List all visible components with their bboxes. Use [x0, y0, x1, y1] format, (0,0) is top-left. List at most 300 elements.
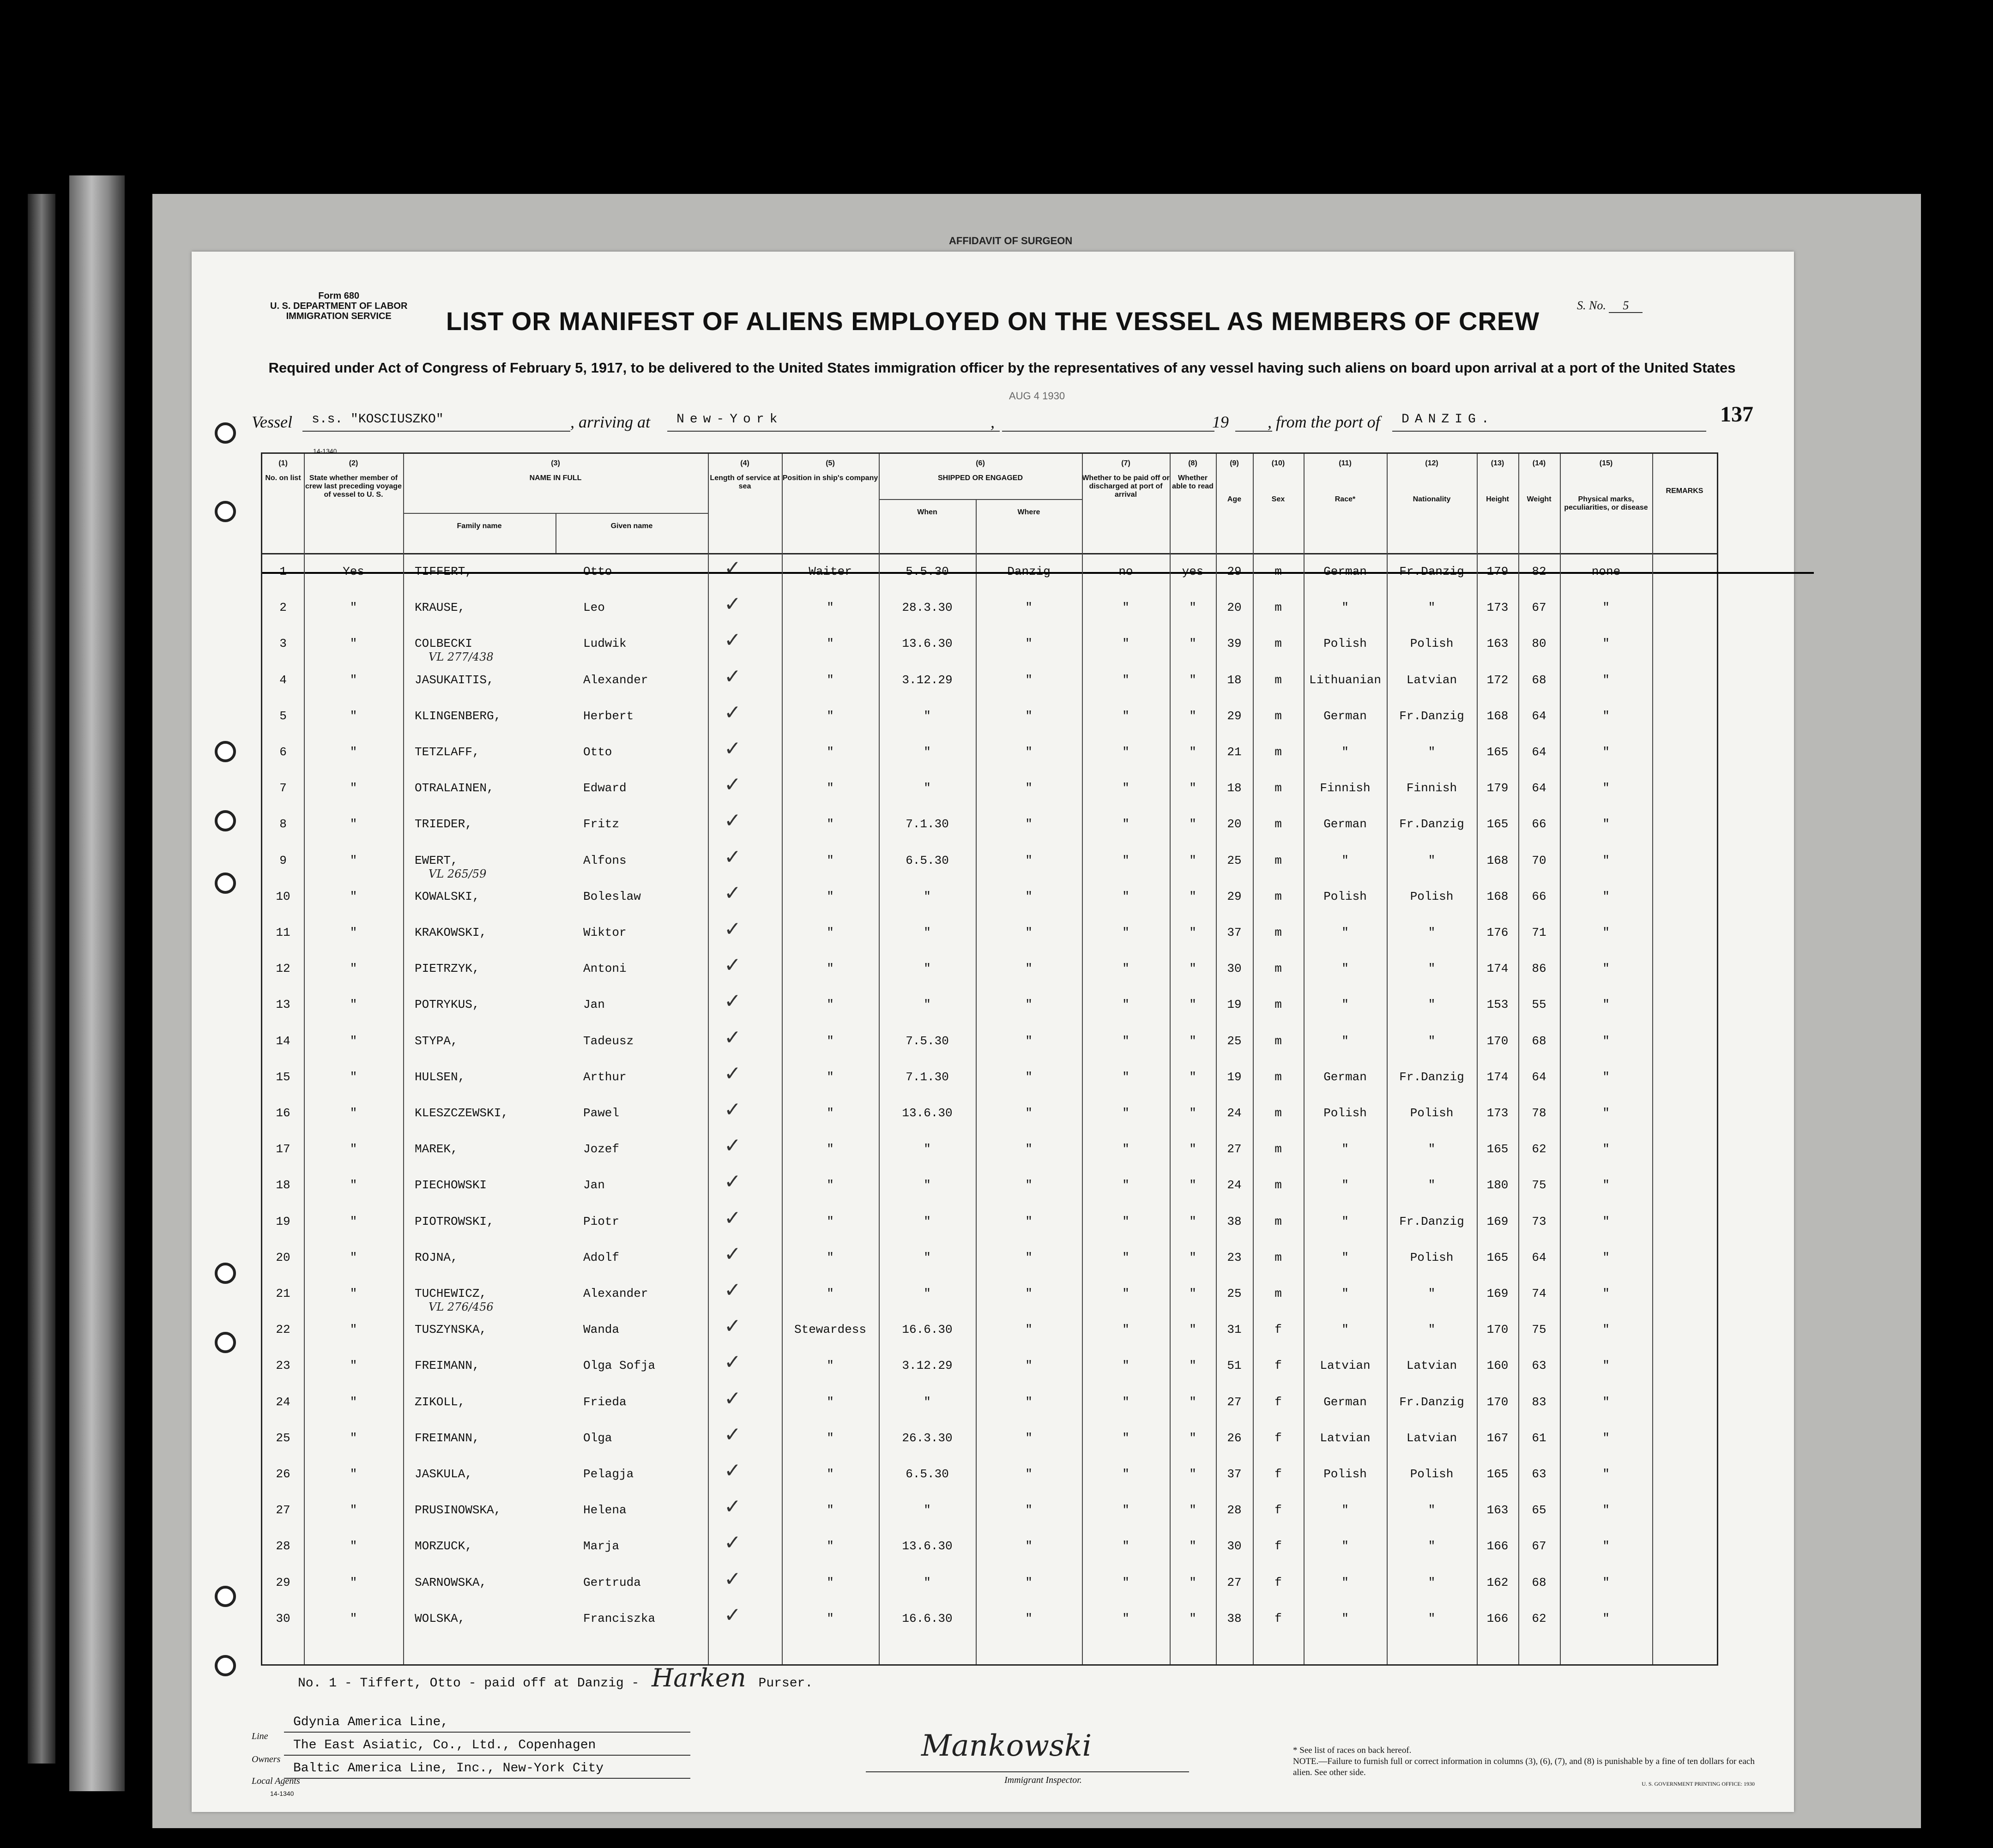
cell-family: OTRALAINEN,: [415, 781, 494, 795]
printing-note: U. S. GOVERNMENT PRINTING OFFICE: 1930: [1642, 1781, 1755, 1787]
col-header-name: (3) NAME IN FULL: [529, 459, 582, 482]
table-row: [262, 1495, 1717, 1539]
cell-family: JASKULA,: [415, 1467, 472, 1481]
cell-where: ": [1025, 1070, 1033, 1084]
cell-height: 180: [1486, 1178, 1509, 1192]
cell-sex: f: [1274, 1431, 1282, 1445]
cell-height: 179: [1486, 565, 1509, 578]
handwritten-note: VL 277/438: [429, 650, 494, 664]
cell-paid: ": [1122, 637, 1129, 651]
cell-weight: 66: [1532, 817, 1546, 831]
cell-read: ": [1189, 1106, 1196, 1120]
cell-where: ": [1025, 709, 1033, 723]
cell-given: Ludwik: [583, 637, 627, 651]
cell-family: TETZLAFF,: [415, 745, 480, 759]
cell-nationality: Latvian: [1406, 1431, 1457, 1445]
cell-race: Finnish: [1320, 781, 1371, 795]
cell-race: ": [1341, 1503, 1349, 1517]
cell-no: 7: [279, 781, 287, 795]
cell-prev: ": [350, 1106, 357, 1120]
cell-weight: 63: [1532, 1359, 1546, 1373]
cell-sex: m: [1274, 1034, 1282, 1048]
cell-prev: ": [350, 817, 357, 831]
cell-where: Danzig: [1007, 565, 1051, 578]
cell-paid: ": [1122, 601, 1129, 615]
cell-no: 19: [276, 1214, 290, 1228]
cell-where: ": [1025, 601, 1033, 615]
cell-height: 169: [1486, 1214, 1509, 1228]
column-divider: [403, 454, 404, 1664]
cell-sex: f: [1274, 1467, 1282, 1481]
cell-family: SARNOWSKA,: [415, 1575, 487, 1589]
cell-age: 25: [1227, 853, 1242, 867]
cell-height: 166: [1486, 1611, 1509, 1625]
cell-family: WOLSKA,: [415, 1611, 465, 1625]
check-mark-icon: ✓: [724, 1567, 741, 1591]
cell-position: ": [827, 853, 834, 867]
cell-race: ": [1341, 1611, 1349, 1625]
owners-block: [252, 1710, 898, 1803]
cell-prev: ": [350, 1431, 357, 1445]
cell-family: FREIMANN,: [415, 1359, 480, 1373]
cell-read: ": [1189, 1250, 1196, 1264]
cell-where: ": [1025, 1214, 1033, 1228]
cell-prev: ": [350, 889, 357, 903]
cell-marks: ": [1602, 1323, 1610, 1337]
col-header-family-name: Family name: [457, 522, 502, 530]
cell-no: 26: [276, 1467, 290, 1481]
cell-given: Wiktor: [583, 926, 627, 939]
cell-age: 25: [1227, 1287, 1242, 1300]
cell-race: ": [1341, 1214, 1349, 1228]
cell-nationality: ": [1428, 1034, 1436, 1048]
col-header-sex: (10) Sex: [1271, 459, 1285, 503]
cell-given: Marja: [583, 1539, 620, 1553]
cell-age: 30: [1227, 1539, 1242, 1553]
cell-paid: ": [1122, 1250, 1129, 1264]
punch-hole-icon: [215, 1332, 236, 1353]
cell-sex: f: [1274, 1359, 1282, 1373]
cell-read: ": [1189, 1359, 1196, 1373]
column-divider: [1216, 454, 1217, 1664]
cell-marks: ": [1602, 1070, 1610, 1084]
cell-marks: ": [1602, 1467, 1610, 1481]
cell-weight: 75: [1532, 1178, 1546, 1192]
cell-when: ": [924, 1178, 931, 1192]
cell-paid: ": [1122, 1359, 1129, 1373]
inspector-label: Immigrant Inspector.: [1004, 1775, 1082, 1785]
cell-nationality: Finnish: [1406, 781, 1457, 795]
cell-position: ": [827, 1359, 834, 1373]
penalty-note: NOTE.—Failure to furnish full or correct information in columns (3), (6), (7), and (8) is punishable by a fine of ten dollars for each alien. See other side.: [1293, 1757, 1755, 1777]
cell-nationality: ": [1428, 1323, 1436, 1337]
cell-marks: ": [1602, 1611, 1610, 1625]
cell-read: ": [1189, 601, 1196, 615]
cell-when: 28.3.30: [902, 601, 953, 615]
punch-hole-icon: [215, 741, 236, 762]
table-row: [262, 845, 1717, 890]
cell-read: ": [1189, 1431, 1196, 1445]
cell-where: ": [1025, 673, 1033, 687]
cell-given: Helena: [583, 1503, 627, 1517]
cell-when: ": [924, 926, 931, 939]
cell-read: ": [1189, 1142, 1196, 1156]
cell-when: 16.6.30: [902, 1611, 953, 1625]
cell-height: 162: [1486, 1575, 1509, 1589]
cell-no: 18: [276, 1178, 290, 1192]
cell-position: ": [827, 1539, 834, 1553]
check-mark-icon: ✓: [724, 1206, 741, 1230]
cell-family: TRIEDER,: [415, 817, 472, 831]
cell-weight: 80: [1532, 637, 1546, 651]
cell-position: ": [827, 1431, 834, 1445]
cell-weight: 75: [1532, 1323, 1546, 1337]
cell-family: KLESZCZEWSKI,: [415, 1106, 508, 1120]
cell-where: ": [1025, 1575, 1033, 1589]
cell-given: Tadeusz: [583, 1034, 634, 1048]
cell-position: ": [827, 781, 834, 795]
table-row: [262, 592, 1717, 637]
col-header-weight: (14) Weight: [1527, 459, 1552, 503]
cell-position: Stewardess: [794, 1323, 867, 1337]
cell-when: 26.3.30: [902, 1431, 953, 1445]
cell-given: Otto: [583, 565, 612, 578]
cell-nationality: Polish: [1410, 637, 1454, 651]
date-field: [1002, 412, 1214, 432]
cell-sex: m: [1274, 781, 1282, 795]
cell-height: 169: [1486, 1287, 1509, 1300]
cell-marks: ": [1602, 1106, 1610, 1120]
cell-given: Pawel: [583, 1106, 620, 1120]
cell-where: ": [1025, 817, 1033, 831]
cell-marks: ": [1602, 637, 1610, 651]
signature-rule: [866, 1771, 1189, 1772]
cell-when: ": [924, 1287, 931, 1300]
cell-paid: ": [1122, 1178, 1129, 1192]
check-mark-icon: ✓: [724, 1314, 741, 1338]
table-row: [262, 953, 1717, 998]
cell-nationality: ": [1428, 998, 1436, 1012]
cell-read: ": [1189, 998, 1196, 1012]
races-note: * See list of races on back hereof.: [1293, 1746, 1412, 1755]
cell-no: 23: [276, 1359, 290, 1373]
cell-position: ": [827, 637, 834, 651]
cell-nationality: ": [1428, 853, 1436, 867]
cell-race: Polish: [1323, 889, 1367, 903]
cell-read: yes: [1182, 565, 1204, 578]
check-mark-icon: ✓: [724, 953, 741, 977]
table-row: [262, 556, 1717, 601]
cell-race: ": [1341, 1034, 1349, 1048]
table-row: [262, 1242, 1717, 1287]
cell-prev: ": [350, 1467, 357, 1481]
cell-nationality: ": [1428, 962, 1436, 976]
cell-prev: ": [350, 637, 357, 651]
cell-age: 29: [1227, 709, 1242, 723]
cell-height: 165: [1486, 817, 1509, 831]
year-field: [1235, 412, 1272, 432]
comma: ,: [990, 413, 995, 431]
cell-paid: ": [1122, 1431, 1129, 1445]
cell-where: ": [1025, 1539, 1033, 1553]
cell-marks: ": [1602, 1034, 1610, 1048]
arriving-port: New-York: [667, 412, 1000, 432]
cell-read: ": [1189, 853, 1196, 867]
cell-marks: ": [1602, 889, 1610, 903]
cell-weight: 64: [1532, 1250, 1546, 1264]
check-mark-icon: ✓: [724, 1422, 741, 1446]
cell-given: Arthur: [583, 1070, 627, 1084]
cell-weight: 78: [1532, 1106, 1546, 1120]
table-row: [262, 1386, 1717, 1431]
cell-position: ": [827, 998, 834, 1012]
cell-height: 168: [1486, 889, 1509, 903]
table-row: [262, 664, 1717, 709]
cell-race: ": [1341, 1575, 1349, 1589]
cell-paid: ": [1122, 673, 1129, 687]
cell-paid: ": [1122, 853, 1129, 867]
cell-where: ": [1025, 1250, 1033, 1264]
cell-paid: ": [1122, 926, 1129, 939]
vessel-name: s.s. "KOSCIUSZKO": [302, 412, 570, 432]
cell-family: PRUSINOWSKA,: [415, 1503, 501, 1517]
crew-manifest-table: [261, 447, 1718, 1666]
cell-prev: ": [350, 998, 357, 1012]
cell-read: ": [1189, 1178, 1196, 1192]
table-row: [262, 989, 1717, 1034]
cell-weight: 64: [1532, 1070, 1546, 1084]
cell-nationality: ": [1428, 1142, 1436, 1156]
table-row: [262, 1567, 1717, 1612]
cell-position: ": [827, 1142, 834, 1156]
cell-read: ": [1189, 709, 1196, 723]
cell-age: 31: [1227, 1323, 1242, 1337]
cell-paid: ": [1122, 1214, 1129, 1228]
cell-family: ROJNA,: [415, 1250, 458, 1264]
cell-prev: ": [350, 709, 357, 723]
cell-position: ": [827, 1611, 834, 1625]
cell-when: ": [924, 1142, 931, 1156]
payoff-note-text: No. 1 - Tiffert, Otto - paid off at Danzig -: [298, 1676, 640, 1691]
cell-sex: m: [1274, 889, 1282, 903]
punch-hole-icon: [215, 810, 236, 831]
check-mark-icon: ✓: [724, 917, 741, 941]
page-subtitle: Required under Act of Congress of February 5, 1917, to be delivered to the United States immigration officer by the representatives of any vessel having such aliens on board upon arrival at a port of the United States: [268, 360, 1736, 376]
column-divider: [1518, 454, 1519, 1664]
cell-height: 170: [1486, 1395, 1509, 1409]
cell-when: 3.12.29: [902, 1359, 953, 1373]
cell-where: ": [1025, 1178, 1033, 1192]
cell-position: ": [827, 601, 834, 615]
cell-given: Antoni: [583, 962, 627, 976]
cell-paid: ": [1122, 889, 1129, 903]
cell-no: 30: [276, 1611, 290, 1625]
cell-read: ": [1189, 962, 1196, 976]
cell-marks: ": [1602, 1503, 1610, 1517]
cell-sex: m: [1274, 1250, 1282, 1264]
table-row: [262, 773, 1717, 817]
cell-prev: ": [350, 926, 357, 939]
cell-given: Leo: [583, 601, 605, 615]
cell-read: ": [1189, 1070, 1196, 1084]
cell-given: Wanda: [583, 1323, 620, 1337]
check-mark-icon: ✓: [724, 1025, 741, 1049]
cell-position: ": [827, 673, 834, 687]
cell-nationality: ": [1428, 601, 1436, 615]
cell-age: 51: [1227, 1359, 1242, 1373]
cell-given: Otto: [583, 745, 612, 759]
cell-age: 39: [1227, 637, 1242, 651]
cell-nationality: ": [1428, 926, 1436, 939]
col-header-no: (1) No. on list: [265, 459, 301, 482]
cell-weight: 64: [1532, 709, 1546, 723]
cell-sex: f: [1274, 1395, 1282, 1409]
cell-nationality: ": [1428, 1539, 1436, 1553]
col-header-nationality: (12) Nationality: [1413, 459, 1451, 503]
cell-where: ": [1025, 1287, 1033, 1300]
page-number: 137: [1720, 402, 1753, 427]
cell-race: Lithuanian: [1309, 673, 1382, 687]
handwritten-note: VL 265/59: [429, 867, 487, 880]
cell-paid: ": [1122, 745, 1129, 759]
cell-nationality: Polish: [1410, 1250, 1454, 1264]
cell-family: TUCHEWICZ,: [415, 1287, 487, 1300]
check-mark-icon: ✓: [724, 1495, 741, 1519]
check-mark-icon: ✓: [724, 700, 741, 724]
cell-prev: ": [350, 1395, 357, 1409]
column-divider: [304, 454, 305, 1664]
cell-family: HULSEN,: [415, 1070, 465, 1084]
col-header-age: (9) Age: [1227, 459, 1242, 503]
cell-prev: ": [350, 673, 357, 687]
cell-prev: ": [350, 1287, 357, 1300]
cell-when: ": [924, 1214, 931, 1228]
cell-race: Latvian: [1320, 1431, 1371, 1445]
cell-given: Pelagja: [583, 1467, 634, 1481]
cell-race: Polish: [1323, 637, 1367, 651]
table-row: [262, 1278, 1717, 1323]
cell-family: PIECHOWSKI: [415, 1178, 487, 1192]
cell-family: KOWALSKI,: [415, 889, 480, 903]
cell-weight: 64: [1532, 781, 1546, 795]
col-header-height: (13) Height: [1486, 459, 1509, 503]
cell-sex: m: [1274, 1070, 1282, 1084]
inspector-signature: Mankowski: [921, 1729, 1092, 1763]
cell-no: 9: [279, 853, 287, 867]
cell-sex: m: [1274, 709, 1282, 723]
cell-prev: ": [350, 1250, 357, 1264]
cell-given: Olga Sofja: [583, 1359, 656, 1373]
cell-age: 19: [1227, 998, 1242, 1012]
cell-no: 6: [279, 745, 287, 759]
cell-when: ": [924, 1250, 931, 1264]
cell-read: ": [1189, 781, 1196, 795]
cell-nationality: Latvian: [1406, 1359, 1457, 1373]
purser-label: Purser.: [758, 1676, 813, 1691]
cell-paid: ": [1122, 998, 1129, 1012]
vessel-label: Vessel: [252, 413, 292, 431]
cell-where: ": [1025, 1142, 1033, 1156]
cell-family: EWERT,: [415, 853, 458, 867]
cell-height: 163: [1486, 1503, 1509, 1517]
form-number: Form 680: [318, 291, 360, 301]
cell-read: ": [1189, 817, 1196, 831]
column-divider: [1253, 454, 1254, 1664]
cell-no: 1: [279, 565, 287, 578]
cell-height: 153: [1486, 998, 1509, 1012]
punch-hole-icon: [215, 501, 236, 522]
cell-position: ": [827, 1467, 834, 1481]
cell-no: 15: [276, 1070, 290, 1084]
cell-nationality: Fr.Danzig: [1399, 1214, 1464, 1228]
cell-sex: m: [1274, 853, 1282, 867]
strike-through-line: [262, 572, 1814, 574]
cell-where: ": [1025, 1395, 1033, 1409]
check-mark-icon: ✓: [724, 1170, 741, 1194]
cell-height: 172: [1486, 673, 1509, 687]
cell-weight: 62: [1532, 1142, 1546, 1156]
cell-given: Franciszka: [583, 1611, 656, 1625]
cell-marks: ": [1602, 1431, 1610, 1445]
check-mark-icon: ✓: [724, 556, 741, 580]
cell-read: ": [1189, 637, 1196, 651]
table-row: [262, 1098, 1717, 1142]
cell-family: MAREK,: [415, 1142, 458, 1156]
purser-signature: Harken: [652, 1663, 746, 1692]
cell-given: Alfons: [583, 853, 627, 867]
cell-nationality: ": [1428, 1575, 1436, 1589]
cell-sex: m: [1274, 637, 1282, 651]
cell-given: Herbert: [583, 709, 634, 723]
cell-sex: m: [1274, 1178, 1282, 1192]
cell-marks: ": [1602, 1539, 1610, 1553]
cell-weight: 66: [1532, 889, 1546, 903]
cell-where: ": [1025, 926, 1033, 939]
column-divider: [708, 454, 709, 1664]
cell-sex: f: [1274, 1539, 1282, 1553]
cell-race: German: [1323, 817, 1367, 831]
cell-paid: ": [1122, 1539, 1129, 1553]
cell-marks: none: [1591, 565, 1621, 578]
cell-marks: ": [1602, 998, 1610, 1012]
cell-no: 27: [276, 1503, 290, 1517]
table-row: [262, 1350, 1717, 1395]
column-divider: [1652, 454, 1653, 1664]
cell-read: ": [1189, 1503, 1196, 1517]
binder-edge-dark: [28, 194, 55, 1764]
cell-no: 20: [276, 1250, 290, 1264]
cell-no: 5: [279, 709, 287, 723]
check-mark-icon: ✓: [724, 1098, 741, 1121]
cell-no: 24: [276, 1395, 290, 1409]
cell-where: ": [1025, 745, 1033, 759]
cell-when: 16.6.30: [902, 1323, 953, 1337]
cell-when: 6.5.30: [906, 853, 949, 867]
cell-height: 163: [1486, 637, 1509, 651]
notes-block: [1293, 1745, 1755, 1789]
cell-no: 2: [279, 601, 287, 615]
cell-sex: m: [1274, 601, 1282, 615]
cell-height: 174: [1486, 1070, 1509, 1084]
check-mark-icon: ✓: [724, 1350, 741, 1374]
cell-weight: 67: [1532, 601, 1546, 615]
agents-value: Baltic America Line, Inc., New-York City: [284, 1761, 690, 1779]
cell-where: ": [1025, 853, 1033, 867]
sheet-no-label: S. No.: [1577, 299, 1606, 312]
cell-given: Jozef: [583, 1142, 620, 1156]
check-mark-icon: ✓: [724, 1134, 741, 1158]
cell-given: Alexander: [583, 673, 648, 687]
